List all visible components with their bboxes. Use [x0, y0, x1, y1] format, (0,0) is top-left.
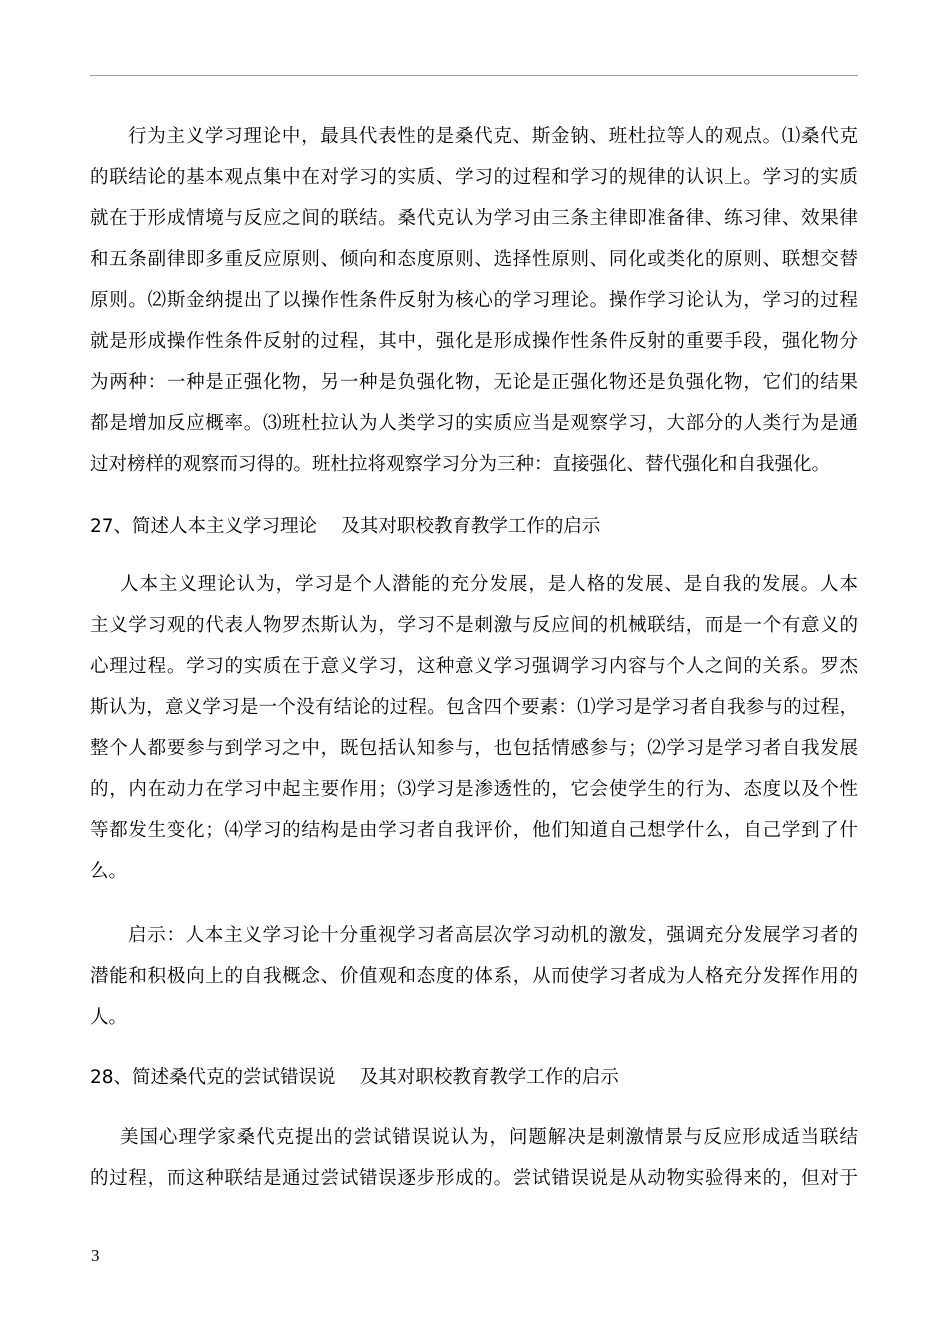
text-line: 的联结论的基本观点集中在对学习的实质、学习的过程和学习的规律的认识上。学习的实质 — [90, 167, 858, 188]
text-line: 都是增加反应概率。⑶班杜拉认为人类学习的实质应当是观察学习，大部分的人类行为是通 — [90, 413, 858, 434]
text-line: 就是形成操作性条件反射的过程，其中，强化是形成操作性条件反射的重要手段，强化物分 — [90, 331, 858, 352]
text-line: 整个人都要参与到学习之中，既包括认知参与，也包括情感参与；⑵学习是学习者自我发展 — [90, 738, 858, 759]
section-heading-27: 27、简述人本主义学习理论 及其对职校教育教学工作的启示 — [90, 516, 601, 537]
paragraph-trial-error — [90, 1117, 858, 1199]
text-line: 过对榜样的观察而习得的。班杜拉将观察学习分为三种：直接强化、替代强化和自我强化。 — [90, 454, 831, 475]
paragraph-behaviorism — [90, 116, 858, 485]
text-line: 斯认为，意义学习是一个没有结论的过程。包含四个要素：⑴学习是学习者自我参与的过程， — [90, 697, 858, 718]
text-line: 就在于形成情境与反应之间的联结。桑代克认为学习由三条主律即准备律、练习律、效果律 — [90, 208, 858, 229]
text-line: 美国心理学家桑代克提出的尝试错误说认为，问题解决是刺激情景与反应形成适当联结 — [120, 1127, 858, 1148]
text-line: 的过程，而这种联结是通过尝试错误逐步形成的。尝试错误说是从动物实验得来的，但对于 — [90, 1168, 858, 1189]
text-line: 行为主义学习理论中，最具代表性的是桑代克、斯金钠、班杜拉等人的观点。⑴桑代克 — [128, 126, 858, 147]
paragraph-implication — [90, 915, 858, 1038]
text-line: 原则。⑵斯金纳提出了以操作性条件反射为核心的学习理论。操作学习论认为，学习的过程 — [90, 290, 858, 311]
text-line: 主义学习观的代表人物罗杰斯认为，学习不是刺激与反应间的机械联结，而是一个有意义的 — [90, 615, 858, 636]
text-line: 么。 — [90, 861, 128, 882]
text-line: 人。 — [90, 1007, 128, 1028]
text-line: 和五条副律即多重反应原则、倾向和态度原则、选择性原则、同化或类化的原则、联想交替 — [90, 249, 858, 270]
text-line: 等都发生变化；⑷学习的结构是由学习者自我评价，他们知道自己想学什么，自己学到了什 — [90, 820, 858, 841]
paragraph-humanism — [90, 564, 858, 892]
text-line: 为两种：一种是正强化物，另一种是负强化物，无论是正强化物还是负强化物，它们的结果 — [90, 372, 858, 393]
section-heading-28: 28、简述桑代克的尝试错误说 及其对职校教育教学工作的启示 — [90, 1067, 619, 1088]
text-line: 潜能和积极向上的自我概念、价值观和态度的体系，从而使学习者成为人格充分发挥作用的 — [90, 966, 858, 987]
page-number: 3 — [91, 1246, 100, 1265]
header-rule — [90, 75, 858, 76]
text-line: 心理过程。学习的实质在于意义学习，这种意义学习强调学习内容与个人之间的关系。罗杰 — [90, 656, 858, 677]
text-line: 的，内在动力在学习中起主要作用；⑶学习是渗透性的，它会使学生的行为、态度以及个性 — [90, 779, 858, 800]
text-line: 启示：人本主义学习论十分重视学习者高层次学习动机的激发，强调充分发展学习者的 — [128, 925, 858, 946]
text-line: 人本主义理论认为，学习是个人潜能的充分发展，是人格的发展、是自我的发展。人本 — [120, 574, 858, 595]
